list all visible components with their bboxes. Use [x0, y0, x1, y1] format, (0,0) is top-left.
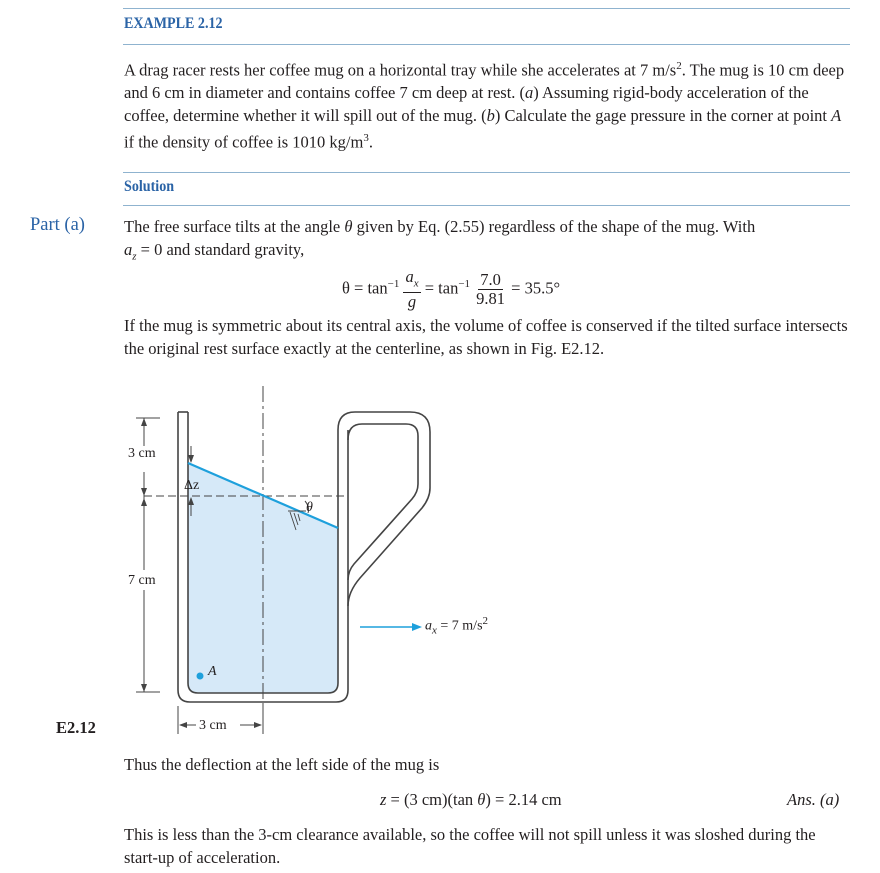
solution-paragraph-2: If the mug is symmetric about its central axis, the volume of coffee is conserved if the tilted surface intersects the original rest surface exactly at the centerline, as shown in Fig. E2.12. — [124, 316, 848, 358]
problem-statement: A drag racer rests her coffee mug on a horizontal tray while she accelerates at 7 $m/s^2$. The mug is 10 cm deep and 6 cm in diameter and contains coffee 7 cm deep at rest. (a) Assuming rigid-body acceleration of the coffee, determine whether it will spill out of the mug. (b) Calculate the gage pressure in the corner at point A if the density of coffee is 1010 $kg/m^3$. — [124, 60, 845, 152]
delta-z-label: Δz — [184, 478, 200, 493]
point-a-label: A — [208, 664, 217, 679]
figure-e2-12 — [100, 380, 520, 740]
answer-label: Ans. (a) — [787, 790, 840, 809]
solution-rule-bottom — [123, 205, 850, 206]
acceleration-label: $a_x = 7$ $m/s^2$ — [425, 615, 489, 637]
part-a-label: Part (a) — [30, 215, 85, 235]
solution-paragraph-3: Thus the deflection at the left side of the mug is — [124, 755, 440, 774]
fraction-ax-g: $\frac{a_x}{g}$ — [405, 267, 419, 312]
fraction-7-9.81: $\frac{7.0}{9.81}$ — [476, 270, 506, 309]
solution-rule-top — [123, 172, 850, 173]
top-rule — [123, 8, 850, 9]
dim-label-bottom: 3 cm — [199, 718, 227, 733]
theta-equation: $\theta = \tan^{-1}$ $\frac{a_x}{g}$ = $\tan^{-1}$ $\frac{7.0}{9.81}$ = 35.5° — [342, 267, 561, 312]
figure-id: E2.12 — [56, 718, 96, 737]
solution-paragraph-1: The free surface tilts at the angle θ given by Eq. (2.55) regardless of the shape of the mug. With $a_z = 0$ and standard gravity, — [124, 217, 756, 262]
solution-paragraph-4: This is less than the 3-cm clearance available, so the coffee will not spill unless it was sloshed during the start-up of acceleration. — [124, 825, 816, 867]
dim-label-side: 7 cm — [128, 573, 156, 588]
dim-label-top: 3 cm — [128, 446, 156, 461]
mug-handle — [348, 424, 418, 580]
deflection-equation: z = (3 cm)(tan θ) = 2.14 cm — [380, 790, 562, 809]
theta-label: θ — [306, 500, 313, 515]
solution-title: Solution — [124, 178, 175, 195]
point-a-marker — [197, 673, 204, 680]
example-title: EXAMPLE 2.12 — [124, 15, 223, 32]
example-rule — [123, 44, 850, 45]
